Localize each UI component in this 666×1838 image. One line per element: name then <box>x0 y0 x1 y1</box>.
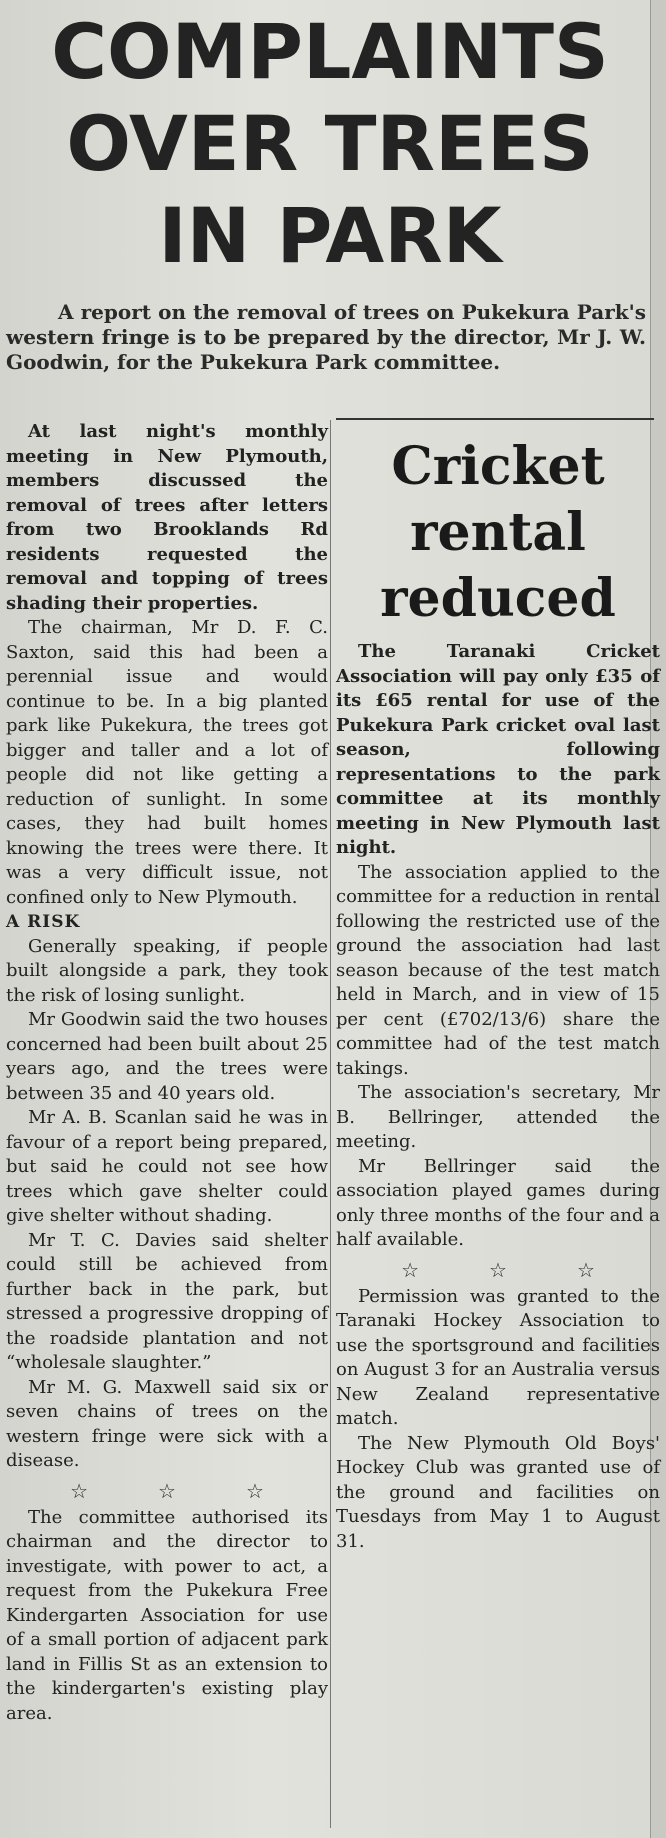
paragraph: Generally speaking, if people built alongside a park, they took the risk of losing sunlight. <box>6 935 328 1006</box>
intro-paragraph: A report on the removal of trees on Pukekura Park's western fringe is to be prepared by the director, Mr J. W. Goodwin, for the Pukekura Park committee. <box>6 300 646 374</box>
star-icon: ☆ <box>245 1478 264 1503</box>
paragraph: Permission was granted to the Taranaki Hockey Association to use the sportsground and facilities on August 3 for an Australia versus New Zealand representative match. <box>336 1285 660 1429</box>
paragraph: The New Plymouth Old Boys' Hockey Club was granted use of the ground and facilities on Tuesdays from May 1 to August 31. <box>336 1432 660 1552</box>
left-column <box>6 420 328 1726</box>
right-column <box>336 426 660 1554</box>
paragraph: The association applied to the committee for a reduction in rental following the restricted use of the ground the association had last season because of the test match held in March, and in view of 15 per cent (£702/13/6) share the committee had of the test match takings. <box>336 861 660 1079</box>
lead-paragraph: The Taranaki Cricket Association will pay only £35 of its £65 rental for use of the Pukekura Park cricket oval last season, following representations to the park committee at its monthly meeting in New Plymouth last night. <box>336 641 660 858</box>
paragraph: Mr T. C. Davies said shelter could still be achieved from further back in the park, but stressed a progressive dropping of the roadside plantation and not “wholesale slaughter.” <box>6 1229 328 1373</box>
paragraph: The chairman, Mr D. F. C. Saxton, said this had been a perennial issue and would continue to be. In a big planted park like Pukekura, the trees got bigger and taller and a lot of people did not like getting a reduction of sunlight. In some cases, they had built homes knowing the trees were there. It was a very difficult issue, not confined only to New Plymouth. <box>6 617 328 908</box>
headline: COMPLAINTS OVER TREES IN PARK <box>51 7 609 280</box>
star-icon: ☆ <box>401 1257 420 1282</box>
paragraph: Mr Bellringer said the association played games during only three months of the four and a half available. <box>336 1155 660 1250</box>
star-icon: ☆ <box>489 1257 507 1282</box>
sub-headline: Cricket rental reduced <box>380 436 616 629</box>
paragraph: Mr M. G. Maxwell said six or seven chains of trees on the western fringe were sick with a disease. <box>6 1376 328 1471</box>
lead-paragraph: At last night's monthly meeting in New Plymouth, members discussed the removal of trees after letters from two Brooklands Rd residents requested the removal and topping of trees shading their properties. <box>6 421 328 614</box>
paragraph: Mr A. B. Scanlan said he was in favour of a report being prepared, but said he could not see how trees which gave shelter could give shelter without shading. <box>6 1107 328 1226</box>
column-rule <box>336 418 654 420</box>
paragraph: The association's secretary, Mr B. Bellringer, attended the meeting. <box>336 1082 660 1152</box>
star-separator <box>6 1478 328 1504</box>
star-separator <box>336 1257 660 1283</box>
paragraph: Mr Goodwin said the two houses concerned had been built about 25 years ago, and the trees were between 35 and 40 years old. <box>6 1009 328 1104</box>
star-icon: ☆ <box>70 1478 89 1503</box>
star-icon: ☆ <box>576 1257 595 1282</box>
paragraph: The committee authorised its chairman and the director to investigate, with power to act, a request from the Pukekura Free Kindergarten Association for use of a small portion of adjacent park land in Fillis St as an extension to the kindergarten's existing play area. <box>6 1506 328 1724</box>
subheading: A RISK <box>6 912 81 932</box>
column-divider <box>330 420 331 1828</box>
star-icon: ☆ <box>158 1478 176 1503</box>
